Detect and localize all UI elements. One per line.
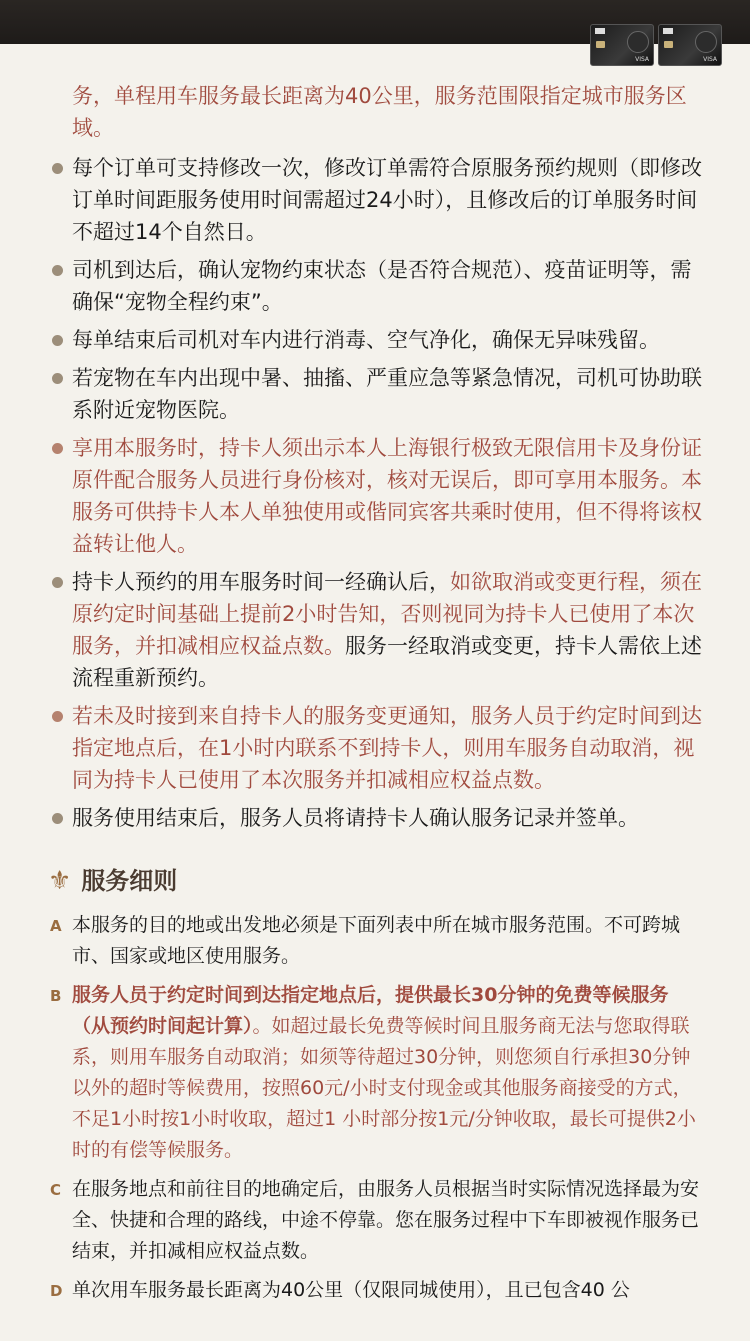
bullet-dot-icon (52, 443, 63, 454)
rule-text: 单次用车服务最长距离为40公里（仅限同城使用），且已包含40 公 (72, 1279, 630, 1301)
section-title: 服务细则 (81, 867, 178, 895)
bullet-dot-icon (52, 577, 63, 588)
list-item-text: 若未及时接到来自持卡人的服务变更通知，服务人员于约定时间到达指定地点后，在1小时内联系不到持卡人，则用车服务自动取消，视同为持卡人已使用了本次服务并扣减相应权益点数。 (72, 704, 702, 792)
rule-item-a (50, 910, 702, 972)
list-item-text-part: 服务一经取消或变更，持卡人需依上述流程重新预约。 (72, 634, 702, 690)
bullet-dot-icon (52, 711, 63, 722)
rule-text: 本服务的目的地或出发地必须是下面列表中所在城市服务范围。不可跨城市、国家或地区使用服务。 (72, 914, 681, 967)
rule-item-c (50, 1174, 702, 1267)
rule-letter: C (50, 1181, 62, 1199)
list-item-text: 若宠物在车内出现中暑、抽搐、严重应急等紧急情况，司机可协助联系附近宠物医院。 (72, 366, 702, 422)
credit-card-image (658, 24, 722, 66)
bank-logo-icon (663, 28, 673, 34)
list-item (72, 566, 708, 694)
list-item-text: 每单结束后司机对车内进行消毒、空气净化，确保无异味残留。 (72, 328, 660, 352)
bullet-dot-icon (52, 335, 63, 346)
rule-letter: A (50, 917, 62, 935)
fleur-de-lis-icon: ⚜ (48, 866, 72, 896)
rule-letter: B (50, 987, 62, 1005)
list-item-text: 享用本服务时，持卡人须出示本人上海银行极致无限信用卡及身份证原件配合服务人员进行身份核对，核对无误后，即可享用本服务。本服务可供持卡人本人单独使用或偕同宾客共乘时使用，但不得将该权益转让他人。 (72, 436, 702, 556)
bullet-dot-icon (52, 813, 63, 824)
card-brand: VISA (635, 56, 649, 63)
terms-content (0, 80, 750, 1314)
list-item-text: 服务使用结束后，服务人员将请持卡人确认服务记录并签单。 (72, 806, 639, 830)
rule-text: 。如超过最长免费等候时间且服务商无法与您取得联系，则用车服务自动取消；如须等待超过30分钟，则您须自行承担30分钟以外的超时等候费用，按照60元/小时支付现金或其他服务商接受的方式，不足1小时按1小时收取，超过1 小时部分按1元/分钟收取，最长可提供2小时的有偿等候服务。 (72, 1015, 696, 1161)
intro-paragraph: 务，单程用车服务最长距离为40公里，服务范围限指定城市服务区域。 (72, 84, 687, 140)
bank-logo-icon (595, 28, 605, 34)
list-item-text: 司机到达后，确认宠物约束状态（是否符合规范）、疫苗证明等，需确保“宠物全程约束”。 (72, 258, 692, 314)
card-emblem-icon (695, 31, 717, 53)
list-item (72, 802, 708, 834)
card-brand: VISA (703, 56, 717, 63)
card-chip-icon (596, 41, 605, 48)
list-item-text-part: 持卡人预约的用车服务时间一经确认后， (72, 570, 450, 594)
list-item (72, 254, 708, 318)
credit-card-image (590, 24, 654, 66)
rule-letter: D (50, 1282, 63, 1300)
bullet-dot-icon (52, 163, 63, 174)
list-item (72, 432, 708, 560)
rule-text: 在服务地点和前往目的地确定后，由服务人员根据当时实际情况选择最为安全、快捷和合理的路线，中途不停靠。您在服务过程中下车即被视作服务已结束，并扣减相应权益点数。 (72, 1178, 700, 1262)
credit-card-images (590, 24, 725, 68)
bullet-dot-icon (52, 265, 63, 276)
rule-item-d (50, 1275, 702, 1306)
list-item (72, 700, 708, 796)
card-chip-icon (664, 41, 673, 48)
bullet-dot-icon (52, 373, 63, 384)
section-heading (48, 864, 750, 898)
list-item-text: 每个订单可支持修改一次，修改订单需符合原服务预约规则（即修改订单时间距服务使用时间需超过24小时），且修改后的订单服务时间不超过14个自然日。 (72, 156, 702, 244)
list-item (72, 362, 708, 426)
rule-text-bold: 服务人员于约定时间到达指定地点后，提供最长30分钟的免费等候服务（从预约时间起计算） (72, 984, 669, 1037)
list-item (72, 324, 708, 356)
card-emblem-icon (627, 31, 649, 53)
list-item (72, 152, 708, 248)
rule-item-b (50, 980, 702, 1166)
list-item-text-part: 如欲取消或变更行程，须在原约定时间基础上提前2小时告知，否则视同为持卡人已使用了本次服务，并扣减相应权益点数。 (72, 570, 702, 658)
